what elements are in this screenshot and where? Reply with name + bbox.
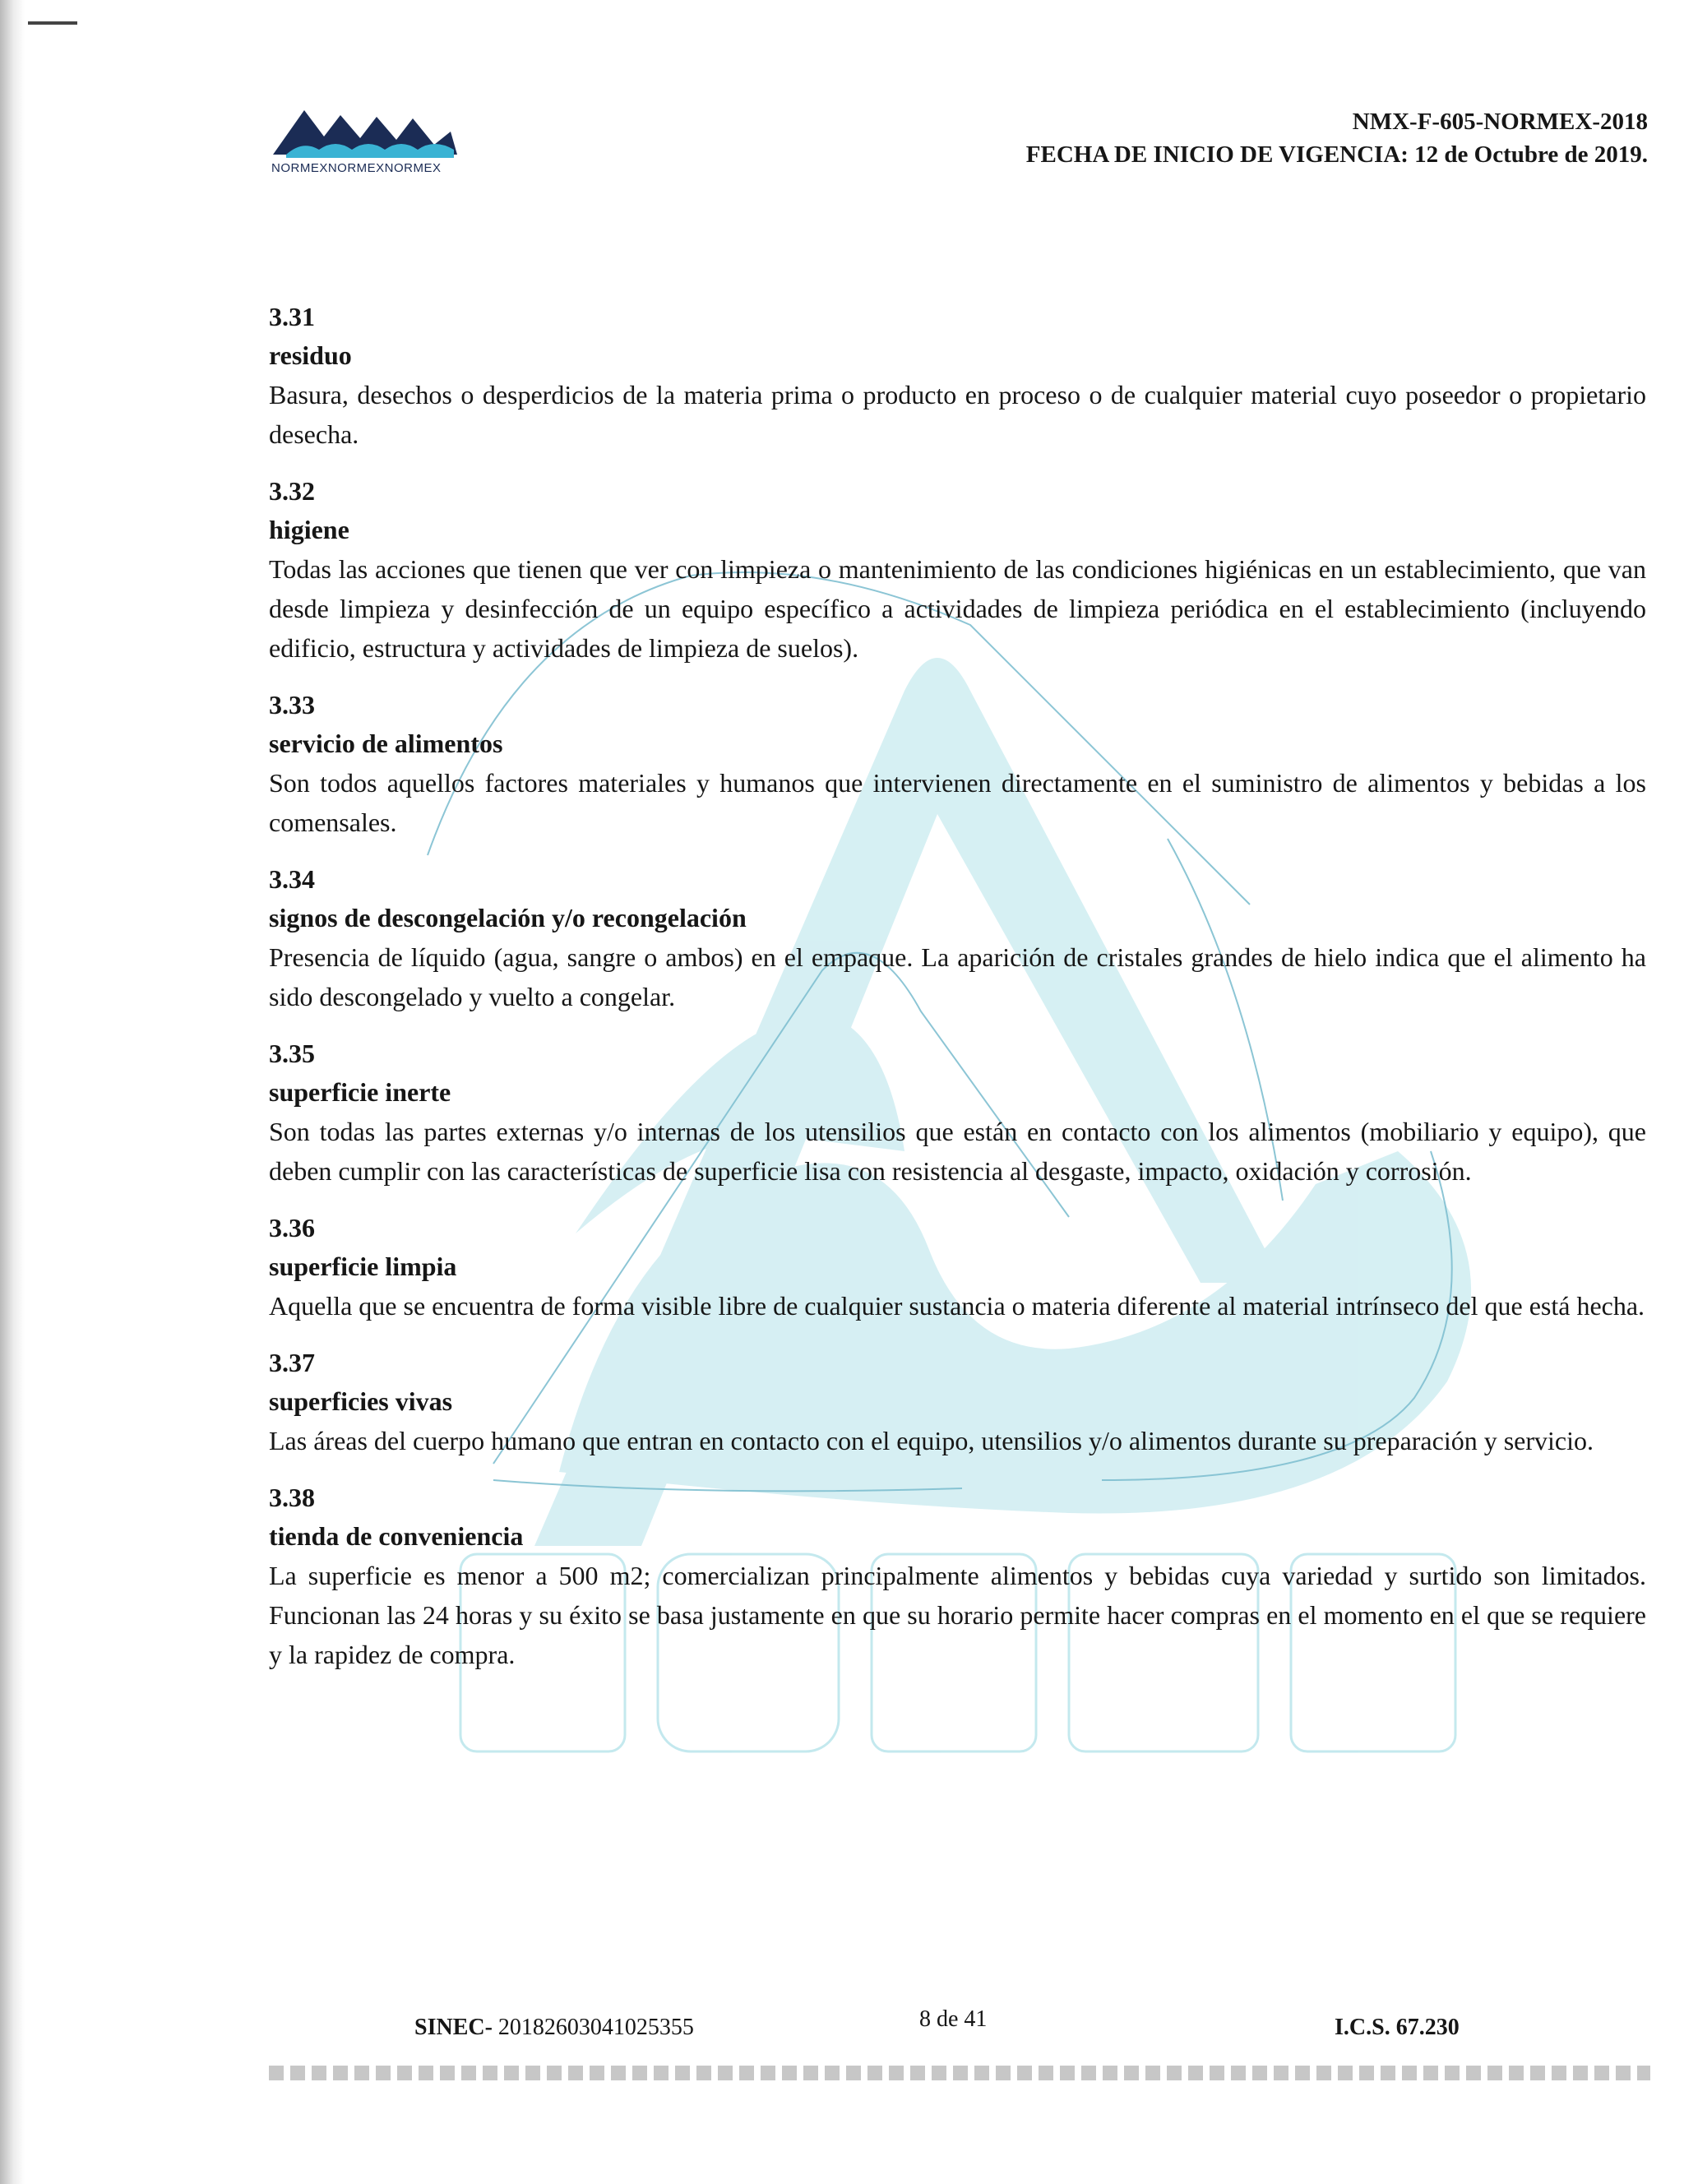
definition-number: 3.37	[269, 1348, 315, 1377]
definition-text: Son todas las partes externas y/o internas de los utensilios que están en contacto con los alimentos (mobiliario y equipo), que deben cumplir con las características de superficie lisa con resistencia al desgaste, impacto, oxidación y corrosión.	[269, 1117, 1646, 1186]
definition-section	[269, 298, 1646, 454]
sinec-code	[414, 2015, 694, 2041]
sinec-number: 20182603041025355	[497, 2015, 694, 2040]
definition-term: signos de descongelación y/o recongelación	[269, 903, 747, 932]
definition-term: superficie limpia	[269, 1252, 457, 1281]
definition-section	[269, 1344, 1646, 1460]
definition-number: 3.35	[269, 1039, 315, 1068]
definition-number: 3.34	[269, 864, 315, 894]
page-footer	[0, 2006, 1684, 2048]
definition-text: Son todos aquellos factores materiales y humanos que intervienen directamente en el suministro de alimentos y bebidas a los comensales.	[269, 768, 1646, 837]
ics-code: I.C.S. 67.230	[1335, 2015, 1460, 2040]
definition-section	[269, 1209, 1646, 1326]
definition-section	[269, 686, 1646, 842]
footer-dashed-bar	[269, 2066, 1650, 2080]
definition-number: 3.38	[269, 1483, 315, 1512]
definition-number: 3.32	[269, 476, 315, 506]
page-number: 8 de 41	[919, 2006, 988, 2032]
definition-number: 3.36	[269, 1213, 315, 1242]
definition-text: Todas las acciones que tienen que ver con limpieza o mantenimiento de las condiciones higiénicas en un establecimiento, que van desde limpieza y desinfección de un equipo específico a actividades de limpieza periódica en el establecimiento (incluyendo edificio, estructura y actividades de limpieza de suelos).	[269, 554, 1646, 663]
definition-text: Presencia de líquido (agua, sangre o ambos) en el empaque. La aparición de cristales grandes de hielo indica que el alimento ha sido descongelado y vuelto a congelar.	[269, 942, 1646, 1011]
definition-section	[269, 860, 1646, 1016]
definition-section	[269, 1034, 1646, 1191]
document-header	[1026, 105, 1648, 171]
definition-term: residuo	[269, 340, 352, 370]
definition-term: higiene	[269, 515, 349, 544]
definition-term: superficie inerte	[269, 1077, 451, 1107]
definition-term: tienda de conveniencia	[269, 1521, 524, 1551]
definition-number: 3.33	[269, 690, 315, 720]
validity-date: FECHA DE INICIO DE VIGENCIA: 12 de Octubre de 2019.	[1025, 141, 1648, 168]
definition-section	[269, 1478, 1646, 1674]
definition-term: superficies vivas	[269, 1386, 453, 1416]
definition-term: servicio de alimentos	[269, 729, 503, 758]
sinec-label: SINEC-	[414, 2015, 493, 2040]
definition-number: 3.31	[269, 302, 315, 331]
definition-text: Aquella que se encuentra de forma visible libre de cualquier sustancia o materia diferente al material intrínseco del que está hecha.	[269, 1291, 1645, 1321]
definition-text: La superficie es menor a 500 m2; comercializan principalmente alimentos y bebidas cuya variedad y surtido son limitados. Funcionan las 24 horas y su éxito se basa justamente en que su horario permite hacer compras en el momento en el que se requiere y la rapidez de compra.	[269, 1561, 1646, 1669]
definition-text: Las áreas del cuerpo humano que entran en contacto con el equipo, utensilios y/o alimentos durante su preparación y servicio.	[269, 1426, 1594, 1455]
definitions-list	[269, 298, 1646, 1692]
definition-text: Basura, desechos o desperdicios de la materia prima o producto en proceso o de cualquier material cuyo poseedor o propietario desecha.	[269, 380, 1646, 449]
definition-section	[269, 472, 1646, 668]
logo-text: NORMEXNORMEXNORMEX	[271, 161, 442, 175]
norm-code: NMX-F-605-NORMEX-2018	[1352, 109, 1648, 135]
